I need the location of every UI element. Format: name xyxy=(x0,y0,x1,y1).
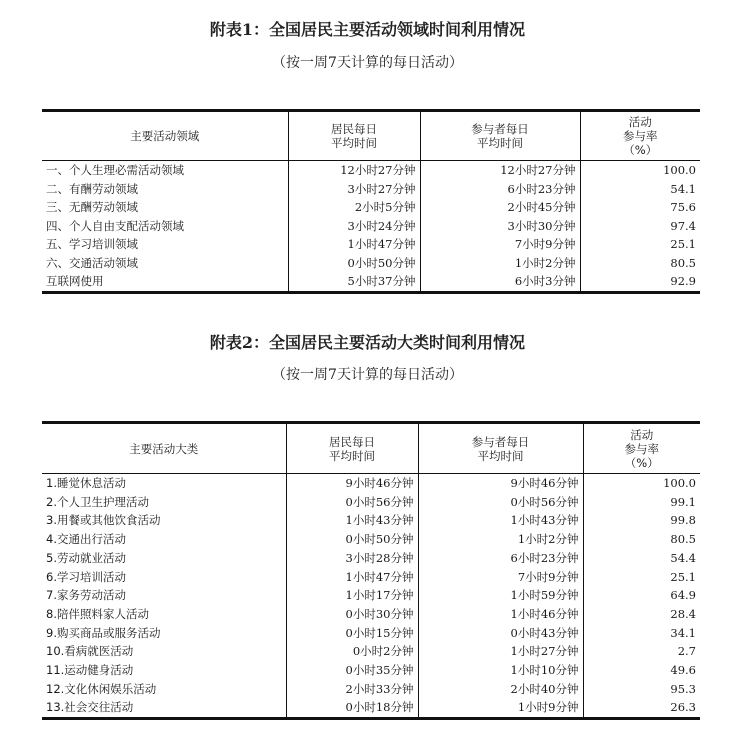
row-label: 13.社会交往活动 xyxy=(46,700,134,715)
participant-avg: 12小时27分钟 xyxy=(420,161,580,180)
resident-avg: 3小时24分钟 xyxy=(288,217,420,236)
participant-avg: 1小时2分钟 xyxy=(420,254,580,273)
header-text: （%） xyxy=(624,455,659,470)
resident-avg: 0小时56分钟 xyxy=(286,493,418,512)
table-row xyxy=(42,198,700,217)
header-text: 平均时间 xyxy=(477,136,523,150)
table-row xyxy=(42,549,700,568)
table2-header-resident-avg xyxy=(286,423,418,474)
table2-header-participation-rate xyxy=(583,423,700,474)
header-text: 居民每日 xyxy=(329,434,375,449)
table-row xyxy=(42,511,700,530)
resident-avg: 12小时27分钟 xyxy=(288,161,420,180)
header-text: （%） xyxy=(623,143,658,157)
participant-avg: 3小时30分钟 xyxy=(420,217,580,236)
participation-rate: 95.3 xyxy=(583,680,700,699)
participation-rate: 99.8 xyxy=(583,511,700,530)
participation-rate: 49.6 xyxy=(583,661,700,680)
resident-avg: 0小时2分钟 xyxy=(286,642,418,661)
participation-rate: 92.9 xyxy=(580,272,700,292)
table-row xyxy=(42,474,700,493)
table-row xyxy=(42,568,700,587)
table-row xyxy=(42,254,700,273)
participant-avg: 1小时27分钟 xyxy=(418,642,583,661)
participation-rate: 64.9 xyxy=(583,586,700,605)
table1 xyxy=(42,109,700,294)
row-label: 11.运动健身活动 xyxy=(46,663,134,678)
participant-avg: 7小时9分钟 xyxy=(418,568,583,587)
resident-avg: 1小时47分钟 xyxy=(288,235,420,254)
resident-avg: 0小时50分钟 xyxy=(286,530,418,549)
row-label: 互联网使用 xyxy=(46,274,104,288)
table2-header-participant-avg xyxy=(418,423,583,474)
resident-avg: 1小时17分钟 xyxy=(286,586,418,605)
row-label: 3.用餐或其他饮食活动 xyxy=(46,513,161,528)
header-text: 平均时间 xyxy=(477,448,524,463)
header-text: 主要活动大类 xyxy=(129,441,199,456)
table-row xyxy=(42,235,700,254)
resident-avg: 3小时28分钟 xyxy=(286,549,418,568)
table1-header-activity-domain xyxy=(42,111,288,161)
row-label: 4.交通出行活动 xyxy=(46,532,126,547)
participation-rate: 25.1 xyxy=(580,235,700,254)
row-label: 六、交通活动领域 xyxy=(46,255,138,270)
participation-rate: 2.7 xyxy=(583,642,700,661)
participant-avg: 9小时46分钟 xyxy=(418,474,583,493)
participant-avg: 1小时10分钟 xyxy=(418,661,583,680)
row-label: 6.学习培训活动 xyxy=(46,569,126,584)
participant-avg: 2小时40分钟 xyxy=(418,680,583,699)
table1-header-participant-avg xyxy=(420,111,580,161)
table-row xyxy=(42,642,700,661)
resident-avg: 2小时33分钟 xyxy=(286,680,418,699)
participation-rate: 97.4 xyxy=(580,217,700,236)
header-text: 参与者每日 xyxy=(471,434,530,449)
participation-rate: 99.1 xyxy=(583,493,700,512)
table-row xyxy=(42,161,700,180)
header-text: 居民每日 xyxy=(331,122,377,136)
participation-rate: 54.4 xyxy=(583,549,700,568)
participation-rate: 100.0 xyxy=(580,161,700,180)
table-row xyxy=(42,698,700,718)
participant-avg: 0小时43分钟 xyxy=(418,624,583,643)
row-label: 2.个人卫生护理活动 xyxy=(46,494,149,509)
participation-rate: 75.6 xyxy=(580,198,700,217)
header-text: 参与率 xyxy=(623,129,658,143)
resident-avg: 0小时18分钟 xyxy=(286,698,418,718)
header-text: 活动 xyxy=(628,115,652,129)
participant-avg: 6小时3分钟 xyxy=(420,272,580,292)
row-label: 5.劳动就业活动 xyxy=(46,550,126,565)
participant-avg: 1小时43分钟 xyxy=(418,511,583,530)
row-label: 四、个人自由支配活动领域 xyxy=(46,218,184,233)
participation-rate: 28.4 xyxy=(583,605,700,624)
row-label: 9.购买商品或服务活动 xyxy=(46,625,161,640)
table1-header-participation-rate xyxy=(580,111,700,161)
resident-avg: 0小时15分钟 xyxy=(286,624,418,643)
participant-avg: 1小时2分钟 xyxy=(418,530,583,549)
resident-avg: 5小时37分钟 xyxy=(288,272,420,292)
header-text: 活动 xyxy=(630,427,654,442)
table-row xyxy=(42,680,700,699)
participant-avg: 1小时59分钟 xyxy=(418,586,583,605)
row-label: 1.睡觉休息活动 xyxy=(46,476,126,490)
table-row xyxy=(42,493,700,512)
table-row xyxy=(42,605,700,624)
table2 xyxy=(42,421,700,720)
table-row xyxy=(42,272,700,292)
table-row xyxy=(42,180,700,199)
participation-rate: 80.5 xyxy=(583,530,700,549)
header-text: 平均时间 xyxy=(331,136,377,150)
participant-avg: 7小时9分钟 xyxy=(420,235,580,254)
participant-avg: 2小时45分钟 xyxy=(420,198,580,217)
header-text: 参与者每日 xyxy=(471,122,529,136)
row-label: 8.陪伴照料家人活动 xyxy=(46,606,149,621)
participation-rate: 80.5 xyxy=(580,254,700,273)
row-label: 一、个人生理必需活动领域 xyxy=(46,163,184,177)
row-label: 三、无酬劳动领域 xyxy=(46,200,138,214)
table-row xyxy=(42,586,700,605)
resident-avg: 0小时35分钟 xyxy=(286,661,418,680)
table2-subtitle: （按一周7天计算的每日活动） xyxy=(272,367,463,383)
table1-header-resident-avg xyxy=(288,111,420,161)
table1-subtitle: （按一周7天计算的每日活动） xyxy=(272,55,463,71)
participant-avg: 1小时46分钟 xyxy=(418,605,583,624)
table2-header-row xyxy=(42,423,700,474)
participant-avg: 6小时23分钟 xyxy=(420,180,580,199)
participation-rate: 34.1 xyxy=(583,624,700,643)
table1-header-row xyxy=(42,111,700,161)
table-row xyxy=(42,624,700,643)
table-row xyxy=(42,661,700,680)
header-text: 主要活动领域 xyxy=(130,129,200,143)
resident-avg: 1小时43分钟 xyxy=(286,511,418,530)
table-row xyxy=(42,217,700,236)
participation-rate: 54.1 xyxy=(580,180,700,199)
table1-title: 附表1：全国居民主要活动领域时间利用情况 xyxy=(209,20,526,39)
participation-rate: 26.3 xyxy=(583,698,700,718)
resident-avg: 9小时46分钟 xyxy=(286,474,418,493)
row-label: 五、学习培训领域 xyxy=(46,237,138,251)
participant-avg: 6小时23分钟 xyxy=(418,549,583,568)
participant-avg: 1小时9分钟 xyxy=(418,698,583,718)
participation-rate: 25.1 xyxy=(583,568,700,587)
table2-header-activity-category xyxy=(42,423,286,474)
participant-avg: 0小时56分钟 xyxy=(418,493,583,512)
header-text: 平均时间 xyxy=(329,448,375,463)
resident-avg: 0小时30分钟 xyxy=(286,605,418,624)
resident-avg: 2小时5分钟 xyxy=(288,198,420,217)
resident-avg: 1小时47分钟 xyxy=(286,568,418,587)
resident-avg: 3小时27分钟 xyxy=(288,180,420,199)
row-label: 10.看病就医活动 xyxy=(46,644,134,659)
row-label: 7.家务劳动活动 xyxy=(46,588,126,603)
row-label: 二、有酬劳动领域 xyxy=(46,181,138,196)
resident-avg: 0小时50分钟 xyxy=(288,254,420,273)
table-row xyxy=(42,530,700,549)
table2-title: 附表2：全国居民主要活动大类时间利用情况 xyxy=(209,333,526,352)
row-label: 12.文化休闲娱乐活动 xyxy=(46,681,157,696)
participation-rate: 100.0 xyxy=(583,474,700,493)
header-text: 参与率 xyxy=(624,441,659,456)
